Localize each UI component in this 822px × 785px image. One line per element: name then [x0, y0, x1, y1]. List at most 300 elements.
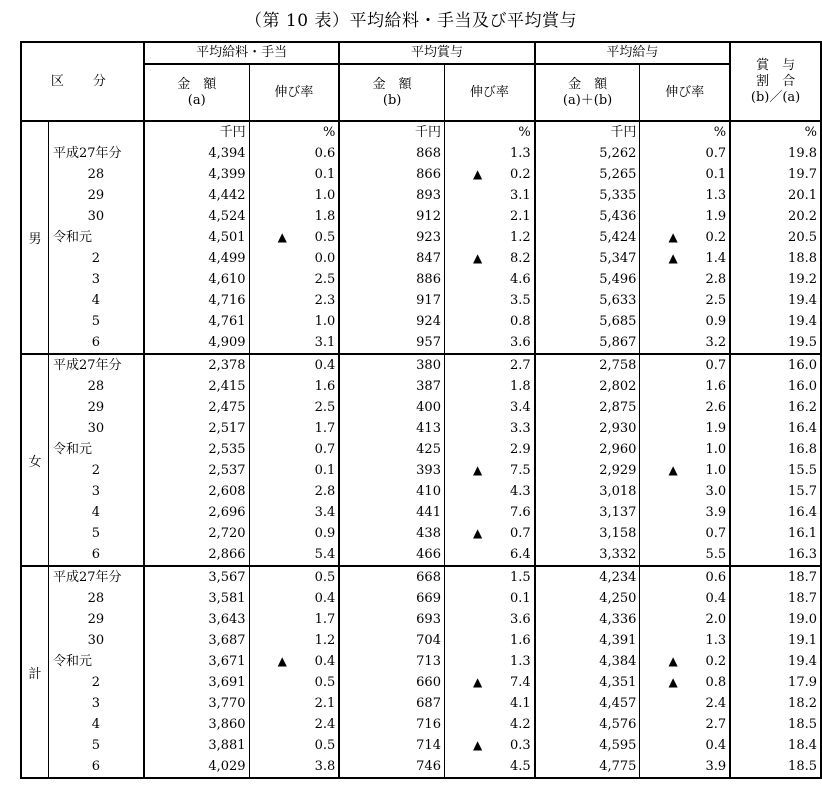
salary-rate [249, 609, 339, 630]
year-label: 30 [48, 630, 143, 651]
salary-rate [249, 481, 339, 502]
salary-rate-value: 1.0 [314, 188, 336, 203]
sex-label: 計 [21, 566, 48, 778]
salary-rate [249, 630, 339, 651]
salary-rate-value: 5.4 [314, 547, 336, 562]
total-amount: 2,875 [535, 397, 640, 418]
salary-amount: 4,524 [144, 206, 249, 227]
bonus-rate [444, 376, 534, 397]
salary-rate-value: 2.4 [314, 717, 336, 732]
total-amount: 5,867 [535, 332, 640, 354]
salary-rate [249, 566, 339, 588]
bonus-ratio: 16.2 [730, 397, 821, 418]
year-label: 3 [48, 269, 143, 290]
bonus-rate [444, 397, 534, 418]
table-row [21, 397, 821, 418]
header-salary-amount: 金 額 (a) [144, 64, 249, 121]
bonus-rate-value: 2.9 [510, 442, 531, 457]
bonus-amount: 441 [339, 502, 444, 523]
bonus-rate [444, 248, 534, 269]
salary-rate-value: 0.4 [314, 654, 336, 669]
bonus-rate-value: 3.6 [510, 335, 531, 350]
bonus-rate-value: 7.4 [510, 675, 531, 690]
bonus-rate [444, 332, 534, 354]
table-row [21, 735, 821, 756]
salary-amount: 2,696 [144, 502, 249, 523]
year-label: 令和元 [48, 651, 143, 672]
bonus-amount: 387 [339, 376, 444, 397]
bonus-rate [444, 588, 534, 609]
unit-rate: % [249, 121, 339, 143]
total-rate [640, 206, 730, 227]
total-rate-value: 0.2 [705, 654, 727, 669]
total-rate [640, 523, 730, 544]
table-row [21, 566, 821, 588]
table-title: （第 10 表）平均給料・手当及び平均賞与 [245, 11, 577, 31]
table-row [21, 311, 821, 332]
table-row [21, 143, 821, 164]
bonus-rate [444, 693, 534, 714]
table-row [21, 544, 821, 566]
salary-rate-value: 2.5 [314, 400, 336, 415]
negative-triangle-icon: ▲ [668, 654, 678, 668]
total-rate-value: 2.5 [705, 293, 727, 308]
salary-amount: 2,537 [144, 460, 249, 481]
salary-rate [249, 376, 339, 397]
salary-rate [249, 693, 339, 714]
total-rate [640, 290, 730, 311]
total-rate [640, 651, 730, 672]
salary-rate-value: 2.1 [314, 696, 336, 711]
table-row [21, 693, 821, 714]
bonus-rate [444, 481, 534, 502]
unit-row [21, 121, 821, 143]
bonus-amount: 425 [339, 439, 444, 460]
header-bonus-amount: 金 額 (b) [339, 64, 444, 121]
bonus-rate [444, 714, 534, 735]
total-amount: 4,576 [535, 714, 640, 735]
total-amount: 4,457 [535, 693, 640, 714]
bonus-ratio: 19.5 [730, 332, 821, 354]
negative-triangle-icon: ▲ [472, 738, 483, 752]
salary-bonus-table [20, 41, 822, 779]
salary-amount: 2,535 [144, 439, 249, 460]
table-row [21, 290, 821, 311]
bonus-rate [444, 544, 534, 566]
total-rate [640, 714, 730, 735]
salary-rate [249, 523, 339, 544]
salary-rate-value: 0.5 [314, 675, 336, 690]
bonus-rate-value: 0.7 [510, 526, 531, 541]
total-amount: 5,436 [535, 206, 640, 227]
bonus-amount: 660 [339, 672, 444, 693]
bonus-ratio: 16.0 [730, 354, 821, 376]
bonus-ratio: 19.4 [730, 651, 821, 672]
bonus-ratio: 16.4 [730, 502, 821, 523]
year-label: 4 [48, 502, 143, 523]
bonus-ratio: 19.4 [730, 311, 821, 332]
table-row [21, 206, 821, 227]
salary-amount: 3,881 [144, 735, 249, 756]
bonus-amount: 746 [339, 756, 444, 778]
salary-amount: 4,909 [144, 332, 249, 354]
salary-rate-value: 1.7 [314, 421, 336, 436]
table-row [21, 672, 821, 693]
year-label: 6 [48, 544, 143, 566]
year-label: 平成27年分 [48, 354, 143, 376]
unit-amount: 千円 [535, 121, 640, 143]
year-label: 平成27年分 [48, 143, 143, 164]
bonus-rate-value: 4.1 [510, 696, 531, 711]
total-amount: 2,960 [535, 439, 640, 460]
year-label: 3 [48, 481, 143, 502]
year-label: 30 [48, 418, 143, 439]
total-amount: 4,250 [535, 588, 640, 609]
salary-amount: 4,442 [144, 185, 249, 206]
salary-amount: 4,029 [144, 756, 249, 778]
bonus-ratio: 16.1 [730, 523, 821, 544]
salary-rate-value: 0.6 [314, 146, 336, 161]
negative-triangle-icon: ▲ [668, 230, 678, 244]
bonus-rate-value: 2.1 [510, 209, 531, 224]
salary-amount: 4,501 [144, 227, 249, 248]
bonus-rate-value: 4.3 [510, 484, 531, 499]
header-group-bonus: 平均賞与 [339, 42, 534, 64]
sex-label: 男 [21, 121, 48, 354]
bonus-rate [444, 269, 534, 290]
total-rate [640, 460, 730, 481]
bonus-amount: 714 [339, 735, 444, 756]
bonus-amount: 669 [339, 588, 444, 609]
salary-rate-value: 3.1 [314, 335, 336, 350]
table-row [21, 460, 821, 481]
salary-rate-value: 0.7 [314, 442, 336, 457]
bonus-amount: 957 [339, 332, 444, 354]
year-label: 平成27年分 [48, 566, 143, 588]
bonus-rate [444, 460, 534, 481]
year-label: 2 [48, 460, 143, 481]
year-label: 6 [48, 756, 143, 778]
year-label: 令和元 [48, 227, 143, 248]
total-rate-value: 0.7 [705, 358, 727, 373]
total-rate-value: 3.2 [705, 335, 727, 350]
total-rate [640, 164, 730, 185]
bonus-amount: 704 [339, 630, 444, 651]
total-rate-value: 5.5 [705, 547, 727, 562]
table-row [21, 248, 821, 269]
salary-rate [249, 502, 339, 523]
bonus-amount: 866 [339, 164, 444, 185]
salary-rate-value: 0.5 [314, 738, 336, 753]
total-rate [640, 735, 730, 756]
year-label: 4 [48, 290, 143, 311]
total-rate [640, 672, 730, 693]
total-rate [640, 481, 730, 502]
bonus-amount: 716 [339, 714, 444, 735]
table-row [21, 651, 821, 672]
salary-rate-value: 1.7 [314, 612, 336, 627]
salary-rate [249, 206, 339, 227]
salary-rate [249, 248, 339, 269]
salary-rate [249, 164, 339, 185]
salary-rate-value: 0.4 [314, 358, 336, 373]
table-row [21, 227, 821, 248]
salary-rate [249, 418, 339, 439]
year-label: 30 [48, 206, 143, 227]
negative-triangle-icon: ▲ [472, 463, 483, 477]
salary-rate [249, 227, 339, 248]
salary-rate-value: 0.9 [314, 526, 336, 541]
bonus-rate [444, 418, 534, 439]
total-rate-value: 2.8 [705, 272, 727, 287]
bonus-rate-value: 4.5 [510, 759, 531, 774]
bonus-ratio: 20.1 [730, 185, 821, 206]
bonus-rate-value: 7.6 [510, 505, 531, 520]
year-label: 5 [48, 523, 143, 544]
salary-rate [249, 143, 339, 164]
total-amount: 5,685 [535, 311, 640, 332]
bonus-rate-value: 3.6 [510, 612, 531, 627]
bonus-rate [444, 290, 534, 311]
year-label: 29 [48, 397, 143, 418]
bonus-amount: 693 [339, 609, 444, 630]
bonus-ratio: 19.8 [730, 143, 821, 164]
salary-amount: 2,517 [144, 418, 249, 439]
bonus-amount: 438 [339, 523, 444, 544]
total-rate [640, 311, 730, 332]
year-label: 29 [48, 609, 143, 630]
salary-amount: 4,761 [144, 311, 249, 332]
salary-amount: 4,394 [144, 143, 249, 164]
bonus-ratio: 19.2 [730, 269, 821, 290]
negative-triangle-icon: ▲ [472, 167, 483, 181]
negative-triangle-icon: ▲ [277, 654, 287, 668]
total-rate [640, 332, 730, 354]
bonus-rate-value: 0.3 [510, 738, 531, 753]
salary-amount: 3,671 [144, 651, 249, 672]
table-row [21, 714, 821, 735]
total-rate-value: 0.8 [705, 675, 727, 690]
total-amount: 3,018 [535, 481, 640, 502]
year-label: 3 [48, 693, 143, 714]
header-salary-rate: 伸び率 [249, 64, 339, 121]
total-amount: 4,595 [535, 735, 640, 756]
total-rate [640, 439, 730, 460]
bonus-rate-value: 6.4 [510, 547, 531, 562]
total-rate-value: 0.7 [705, 146, 727, 161]
salary-rate [249, 756, 339, 778]
bonus-rate [444, 185, 534, 206]
salary-rate-value: 2.3 [314, 293, 336, 308]
salary-rate [249, 651, 339, 672]
bonus-rate [444, 311, 534, 332]
bonus-rate [444, 206, 534, 227]
total-rate-value: 0.4 [705, 591, 727, 606]
salary-rate [249, 397, 339, 418]
total-rate [640, 143, 730, 164]
table-row [21, 523, 821, 544]
header-group-total: 平均給与 [535, 42, 730, 64]
total-rate-value: 1.0 [705, 463, 727, 478]
total-rate [640, 397, 730, 418]
salary-rate [249, 311, 339, 332]
table-row [21, 588, 821, 609]
total-rate [640, 609, 730, 630]
salary-amount: 3,643 [144, 609, 249, 630]
negative-triangle-icon: ▲ [668, 463, 678, 477]
salary-rate [249, 588, 339, 609]
negative-triangle-icon: ▲ [472, 675, 483, 689]
bonus-rate [444, 672, 534, 693]
total-rate [640, 566, 730, 588]
bonus-amount: 893 [339, 185, 444, 206]
bonus-amount: 868 [339, 143, 444, 164]
negative-triangle-icon: ▲ [472, 251, 483, 265]
bonus-rate-value: 1.3 [510, 654, 531, 669]
salary-rate [249, 354, 339, 376]
bonus-ratio: 16.4 [730, 418, 821, 439]
table-row [21, 609, 821, 630]
unit-rate: % [640, 121, 730, 143]
total-rate [640, 693, 730, 714]
header-total-rate: 伸び率 [640, 64, 730, 121]
header-bonus-rate: 伸び率 [444, 64, 534, 121]
bonus-ratio: 19.7 [730, 164, 821, 185]
salary-amount: 3,860 [144, 714, 249, 735]
total-rate-value: 1.4 [705, 251, 727, 266]
salary-amount: 3,567 [144, 566, 249, 588]
bonus-ratio: 19.4 [730, 290, 821, 311]
total-rate-value: 1.9 [705, 209, 727, 224]
bonus-rate-value: 1.2 [510, 230, 531, 245]
total-rate-value: 2.6 [705, 400, 727, 415]
salary-rate [249, 332, 339, 354]
table-row [21, 332, 821, 354]
bonus-amount: 917 [339, 290, 444, 311]
salary-rate [249, 269, 339, 290]
salary-rate-value: 3.8 [314, 759, 336, 774]
salary-rate [249, 735, 339, 756]
bonus-ratio: 20.5 [730, 227, 821, 248]
unit-amount: 千円 [144, 121, 249, 143]
bonus-rate [444, 164, 534, 185]
bonus-amount: 687 [339, 693, 444, 714]
total-rate-value: 2.4 [705, 696, 727, 711]
total-rate [640, 269, 730, 290]
salary-rate [249, 185, 339, 206]
salary-rate-value: 1.6 [314, 379, 336, 394]
salary-rate-value: 1.0 [314, 314, 336, 329]
bonus-rate [444, 735, 534, 756]
total-rate [640, 227, 730, 248]
total-rate-value: 3.9 [705, 759, 727, 774]
salary-amount: 3,770 [144, 693, 249, 714]
header-bonus-ratio: 賞 与 割 合 (b)／(a) [730, 42, 821, 121]
year-label: 4 [48, 714, 143, 735]
total-rate-value: 3.9 [705, 505, 727, 520]
total-amount: 4,775 [535, 756, 640, 778]
bonus-rate-value: 1.3 [510, 146, 531, 161]
bonus-ratio: 18.5 [730, 756, 821, 778]
salary-amount: 3,691 [144, 672, 249, 693]
table-row [21, 185, 821, 206]
bonus-amount: 380 [339, 354, 444, 376]
bonus-ratio: 15.7 [730, 481, 821, 502]
total-amount: 2,802 [535, 376, 640, 397]
salary-amount: 4,499 [144, 248, 249, 269]
bonus-amount: 912 [339, 206, 444, 227]
bonus-amount: 923 [339, 227, 444, 248]
year-label: 2 [48, 672, 143, 693]
bonus-ratio: 20.2 [730, 206, 821, 227]
total-amount: 5,424 [535, 227, 640, 248]
bonus-ratio: 19.0 [730, 609, 821, 630]
bonus-rate-value: 1.6 [510, 633, 531, 648]
total-rate-value: 1.0 [705, 442, 727, 457]
bonus-ratio: 18.5 [730, 714, 821, 735]
total-rate [640, 418, 730, 439]
bonus-rate-value: 2.7 [510, 358, 531, 373]
year-label: 5 [48, 735, 143, 756]
total-rate-value: 0.1 [705, 167, 727, 182]
year-label: 28 [48, 588, 143, 609]
bonus-amount: 713 [339, 651, 444, 672]
bonus-rate [444, 227, 534, 248]
total-amount: 2,929 [535, 460, 640, 481]
bonus-rate-value: 3.4 [510, 400, 531, 415]
bonus-ratio: 18.2 [730, 693, 821, 714]
bonus-ratio: 16.8 [730, 439, 821, 460]
salary-rate [249, 290, 339, 311]
total-rate [640, 502, 730, 523]
total-rate [640, 756, 730, 778]
bonus-rate-value: 7.5 [510, 463, 531, 478]
year-label: 2 [48, 248, 143, 269]
bonus-rate-value: 1.8 [510, 379, 531, 394]
table-row [21, 502, 821, 523]
bonus-rate [444, 609, 534, 630]
salary-rate-value: 2.5 [314, 272, 336, 287]
unit-ratio: % [730, 121, 821, 143]
salary-amount: 4,610 [144, 269, 249, 290]
bonus-rate-value: 3.5 [510, 293, 531, 308]
total-rate-value: 1.9 [705, 421, 727, 436]
bonus-rate [444, 756, 534, 778]
total-rate [640, 354, 730, 376]
year-label: 28 [48, 376, 143, 397]
bonus-rate [444, 523, 534, 544]
total-rate [640, 185, 730, 206]
salary-rate-value: 1.8 [314, 209, 336, 224]
salary-rate-value: 0.0 [314, 251, 336, 266]
salary-rate-value: 3.4 [314, 505, 336, 520]
salary-rate [249, 439, 339, 460]
bonus-ratio: 18.7 [730, 566, 821, 588]
salary-amount: 2,415 [144, 376, 249, 397]
total-amount: 3,158 [535, 523, 640, 544]
year-label: 6 [48, 332, 143, 354]
bonus-rate-value: 0.2 [510, 167, 531, 182]
year-label: 令和元 [48, 439, 143, 460]
total-rate-value: 0.7 [705, 526, 727, 541]
salary-amount: 2,378 [144, 354, 249, 376]
total-amount: 5,496 [535, 269, 640, 290]
total-rate [640, 588, 730, 609]
negative-triangle-icon: ▲ [277, 230, 287, 244]
salary-rate-value: 0.4 [314, 591, 336, 606]
header-total-amount: 金 額 (a)＋(b) [535, 64, 640, 121]
table-row [21, 418, 821, 439]
